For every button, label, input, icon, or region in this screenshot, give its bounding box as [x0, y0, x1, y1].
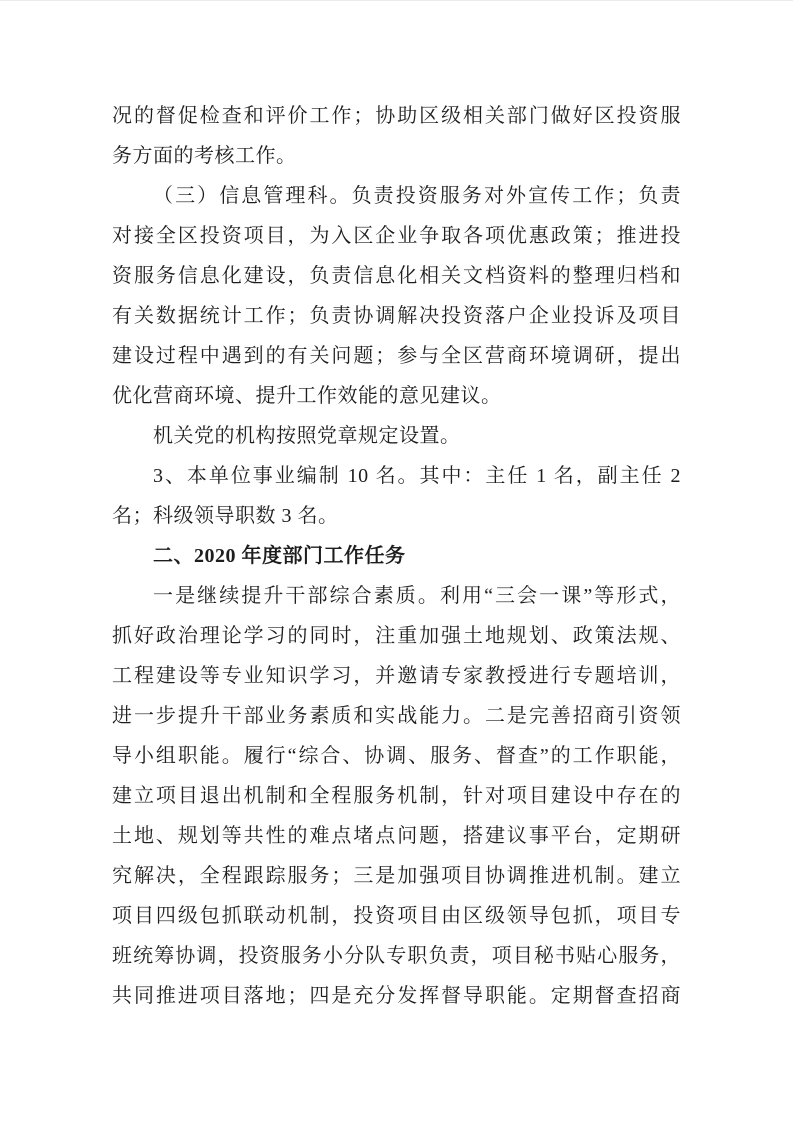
text-line: 究解决，全程跟踪服务；三是加强项目协调推进机制。建立 — [112, 865, 681, 887]
text-line: 二、2020 年度部门工作任务 — [153, 545, 406, 567]
document-body — [112, 96, 681, 1016]
text-line: 机关党的机构按照党章规定设置。 — [153, 425, 461, 447]
text-line: 土地、规划等共性的难点堵点问题，搭建议事平台，定期研 — [112, 825, 681, 847]
para-2020-work-tasks — [112, 576, 681, 1016]
para-continuation-supervision — [112, 96, 681, 176]
text-line: 对接全区投资项目，为入区企业争取各项优惠政策；推进投 — [112, 225, 681, 247]
text-line: 3、本单位事业编制 10 名。其中：主任 1 名，副主任 2 — [153, 465, 681, 487]
text-line: 建立项目退出机制和全程服务机制，针对项目建设中存在的 — [112, 785, 681, 807]
text-line: 班统筹协调，投资服务小分队专职负责，项目秘书贴心服务， — [112, 945, 681, 967]
text-line: 务方面的考核工作。 — [112, 145, 297, 167]
para-party-organization — [112, 416, 681, 456]
para-section-three-information-management — [112, 176, 681, 416]
text-line: 一是继续提升干部综合素质。利用“三会一课”等形式， — [153, 585, 681, 607]
text-line: 进一步提升干部业务素质和实战能力。二是完善招商引资领 — [112, 705, 681, 727]
text-line: 资服务信息化建设，负责信息化相关文档资料的整理归档和 — [112, 265, 681, 287]
text-line: 导小组职能。履行“综合、协调、服务、督查”的工作职能， — [112, 745, 681, 767]
text-line: 抓好政治理论学习的同时，注重加强土地规划、政策法规、 — [112, 625, 681, 647]
heading-section-two-2020-tasks — [112, 536, 681, 576]
text-line: 名；科级领导职数 3 名。 — [112, 505, 339, 527]
text-line: 项目四级包抓联动机制，投资项目由区级领导包抓，项目专 — [112, 905, 681, 927]
text-line: 共同推进项目落地；四是充分发挥督导职能。定期督查招商 — [112, 985, 681, 1007]
para-staffing-quota — [112, 456, 681, 536]
text-line: 优化营商环境、提升工作效能的意见建议。 — [112, 385, 502, 407]
text-line: 工程建设等专业知识学习，并邀请专家教授进行专题培训， — [112, 665, 681, 687]
text-line: 有关数据统计工作；负责协调解决投资落户企业投诉及项目 — [112, 305, 681, 327]
text-line: 况的督促检查和评价工作；协助区级相关部门做好区投资服 — [112, 105, 681, 127]
text-line: 建设过程中遇到的有关问题；参与全区营商环境调研，提出 — [112, 345, 681, 367]
text-line: （三）信息管理科。负责投资服务对外宣传工作；负责 — [153, 185, 681, 207]
